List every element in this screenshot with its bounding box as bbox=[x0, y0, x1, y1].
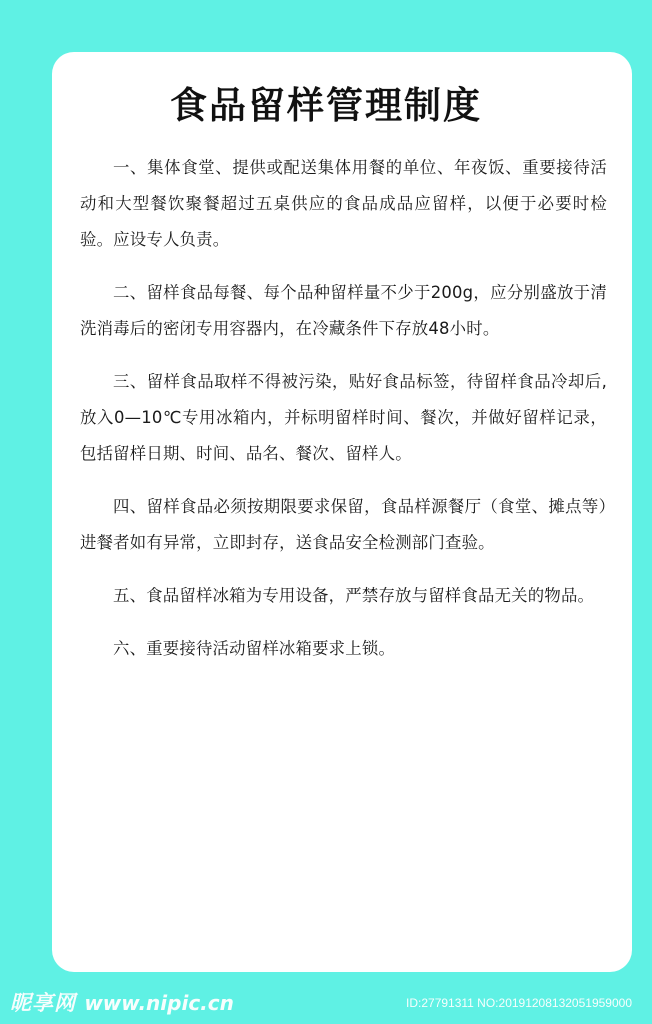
watermark-id: ID:27791311 NO:20191208132051959000 bbox=[406, 996, 632, 1010]
rule-item-4: 四、留样食品必须按期限要求保留，食品样源餐厅（食堂、摊点等）进餐者如有异常，立即封存，送食品安全检测部门查验。 bbox=[80, 497, 607, 552]
page-title: 食品留样管理制度 bbox=[170, 84, 482, 127]
watermark-brand: 昵享网 bbox=[10, 991, 76, 1015]
rule-item-3: 三、留样食品取样不得被污染，贴好食品标签，待留样食品冷却后,放入0—10℃专用冰箱内，并标明留样时间、餐次，并做好留样记录，包括留样日期、时间、品名、餐次、留样人。 bbox=[80, 372, 607, 463]
rule-item-5: 五、食品留样冰箱为专用设备，严禁存放与留样食品无关的物品。 bbox=[113, 586, 595, 605]
rule-item-1: 一、集体食堂、提供或配送集体用餐的单位、年夜饭、重要接待活动和大型餐饮聚餐超过五桌供应的食品成品应留样，以便于必要时检验。应设专人负责。 bbox=[80, 158, 607, 249]
rules-list bbox=[80, 150, 607, 684]
watermark-url: www.nipic.cn bbox=[84, 991, 234, 1015]
rule-item-6: 六、重要接待活动留样冰箱要求上锁。 bbox=[113, 639, 396, 658]
watermark-logo bbox=[10, 990, 234, 1016]
rule-item-2: 二、留样食品每餐、每个品种留样量不少于200g，应分别盛放于清洗消毒后的密闭专用容器内，在冷藏条件下存放48小时。 bbox=[80, 283, 607, 338]
